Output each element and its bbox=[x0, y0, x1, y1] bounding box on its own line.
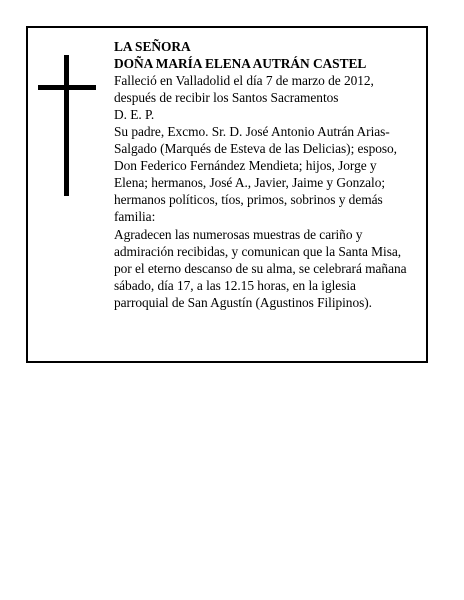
cross-vertical-bar bbox=[64, 55, 69, 196]
cross-horizontal-bar bbox=[38, 85, 96, 90]
text-line: Falleció en Valladolid el día 7 de marzo de 2012, bbox=[114, 73, 374, 89]
text-line: Salgado (Marqués de Esteva de las Delicias); esposo, bbox=[114, 141, 397, 157]
rest-in-peace-line: D. E. P. bbox=[114, 107, 155, 123]
deceased-name: DOÑA MARÍA ELENA AUTRÁN CASTEL bbox=[114, 56, 367, 72]
text-line: después de recibir los Santos Sacramentos bbox=[114, 90, 339, 106]
text-line: Don Federico Fernández Mendieta; hijos, Jorge y bbox=[114, 158, 377, 174]
text-line: por el eterno descanso de su alma, se celebrará mañana bbox=[114, 260, 407, 276]
text-line: hermanos políticos, tíos, primos, sobrinos y demás bbox=[114, 192, 383, 208]
text-line: admiración recibidas, y comunican que la Santa Misa, bbox=[114, 243, 402, 259]
text-line: familia: bbox=[114, 209, 156, 225]
obituary-text bbox=[114, 38, 420, 311]
text-line: Elena; hermanos, José A., Javier, Jaime y Gonzalo; bbox=[114, 175, 386, 191]
text-line: Agradecen las numerosas muestras de cariño y bbox=[114, 226, 363, 242]
text-line: sábado, día 17, a las 12.15 horas, en la iglesia bbox=[114, 277, 356, 293]
text-line: Su padre, Excmo. Sr. D. José Antonio Autrán Arias- bbox=[114, 124, 390, 140]
text-line: parroquial de San Agustín (Agustinos Filipinos). bbox=[114, 294, 372, 310]
notice-heading: LA SEÑORA bbox=[114, 39, 191, 54]
